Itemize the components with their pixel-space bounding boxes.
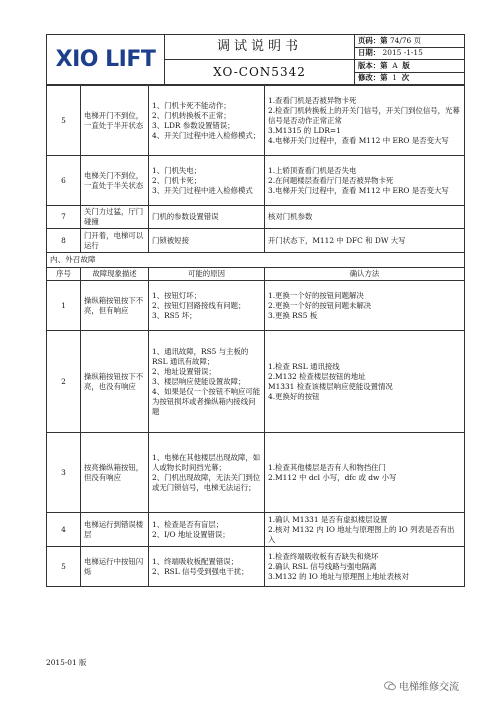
chat-bubble-icon — [384, 681, 396, 691]
footer-version: 2015-01 版 — [46, 658, 87, 667]
confirm-method: 1.更换一个好的按钮问题解决 2.更换一个好的按钮问题未解决 3.更换 RS5 板 — [265, 281, 465, 331]
row-number: 5 — [47, 547, 81, 587]
confirm-method: 1.检查 RSL 通讯接线 2.M132 检查楼层按钮的地址 M1331 检查该楼层响应使能设置情况 4.更换好的按钮 — [265, 331, 465, 433]
header-table — [46, 34, 465, 85]
row-number: 5 — [47, 86, 81, 156]
document-code: XO-CON5342 — [165, 60, 355, 85]
possible-cause: 1、终端吸收板配置错误； 2、RSL 信号受到强电干扰； — [149, 547, 265, 587]
document-date: 日期： 2015 -1-15 — [355, 47, 465, 60]
company-logo: XIO LIFT — [47, 35, 165, 85]
confirm-method: 1.确认 M1331 是否有虚拟楼层设置 2.核对 M132 内 IO 地址与原理图上的 IO 列表是否有出入 — [265, 513, 465, 547]
possible-cause: 1、电梯在其他楼层出现故障，如人或物长时间挡光幕； 2、门机出现故障，无法关门到位或无门锁信号，电梯无法运行； — [149, 433, 265, 513]
table-row — [47, 281, 465, 331]
table-row — [47, 513, 465, 547]
row-number: 1 — [47, 281, 81, 331]
table-row — [47, 547, 465, 587]
possible-cause: 1、通讯故障，RS5 与主板的 RSL 通讯有故障； 2、地址设置错误； 3、楼层响应使能设置故障； 4、如果是仅一个按钮不响应可能为按钮损坏或者操纵箱内接线问题 — [149, 331, 265, 433]
possible-cause: 1、检查是否有盲层； 2、I/O 地址设置错误； — [149, 513, 265, 547]
possible-cause: 1、门机失电； 2、门机卡死； 3、开关门过程中进入检修模式 — [149, 156, 265, 206]
document-version: 版本：第 A 版 — [355, 60, 465, 73]
table-row — [47, 331, 465, 433]
watermark: 电梯维修交流 — [384, 678, 459, 693]
fault-phenomenon: 关门力过猛，厅门碰撞 — [81, 206, 149, 229]
fault-phenomenon: 操纵箱按钮按下不亮，也没有响应 — [81, 331, 149, 433]
table-row — [47, 229, 465, 253]
col-header-no: 序号 — [47, 268, 81, 281]
row-number: 6 — [47, 156, 81, 206]
row-number: 2 — [47, 331, 81, 433]
section-title: 内、外召故障 — [47, 253, 465, 268]
document-title: 调试说明书 — [165, 35, 355, 60]
confirm-method: 核对门机参数 — [265, 206, 465, 229]
fault-phenomenon: 电梯运行到错误楼层 — [81, 513, 149, 547]
fault-phenomenon: 电梯关门不到位，一直处于半关状态 — [81, 156, 149, 206]
possible-cause: 1、门机卡死不能动作； 2、门机转换板不正常； 3、LDR 参数设置错误； 4、开关门过程中进入检修模式； — [149, 86, 265, 156]
fault-phenomenon: 按亮操纵箱按钮，但没有响应 — [81, 433, 149, 513]
table-row — [47, 86, 465, 156]
fault-table — [46, 85, 465, 587]
document-page — [46, 34, 464, 587]
col-header-cause: 可能的原因 — [149, 268, 265, 281]
row-number: 8 — [47, 229, 81, 253]
possible-cause: 门机的参数设置错误 — [149, 206, 265, 229]
column-headers — [47, 268, 465, 281]
possible-cause: 1、按钮灯坏； 2、按钮灯回路接线有问题； 3、RS5 坏； — [149, 281, 265, 331]
table-row — [47, 433, 465, 513]
fault-phenomenon: 电梯开门不到位，一直处于半开状态 — [81, 86, 149, 156]
fault-phenomenon: 电梯运行中按钮闪烁 — [81, 547, 149, 587]
confirm-method: 1.检查终端吸收板有否缺失和烧坏 2.确认 RSL 信号线路与强电隔离 3.M132 的 IO 地址与原理图上地址表核对 — [265, 547, 465, 587]
fault-phenomenon: 门开着，电梯可以运行 — [81, 229, 149, 253]
fault-phenomenon: 操纵箱按钮按下不亮，但有响应 — [81, 281, 149, 331]
confirm-method: 1.查看门机是否被异物卡死 2.检查门机转换板上的开关门信号，开关门到位信号，光幕信号是否动作正常正常 3.M1315 的 LDR=1 4.电梯开关门过程中，查看 M112 中 ERO 是否变大写 — [265, 86, 465, 156]
col-header-phenomenon: 故障现象描述 — [81, 268, 149, 281]
col-header-fix: 确认方法 — [265, 268, 465, 281]
confirm-method: 1.检查其他楼层是否有人和物挡住门 2.M112 中 dcl 小写，dfc 或 dw 小写 — [265, 433, 465, 513]
confirm-method: 开门状态下，M112 中 DFC 和 DW 大写 — [265, 229, 465, 253]
page-number: 页码：第 74/76 页 — [355, 35, 465, 48]
table-row — [47, 206, 465, 229]
row-number: 3 — [47, 433, 81, 513]
row-number: 7 — [47, 206, 81, 229]
confirm-method: 1.上轿顶查看门机是否失电 2.在问题楼层查看厅门是否被异物卡死 3.电梯开关门过程中，查看 M112 中 ERO 是否变大写 — [265, 156, 465, 206]
possible-cause: 门锁被短接 — [149, 229, 265, 253]
table-row — [47, 156, 465, 206]
row-number: 4 — [47, 513, 81, 547]
document-revision: 修改：第 1 次 — [355, 72, 465, 85]
